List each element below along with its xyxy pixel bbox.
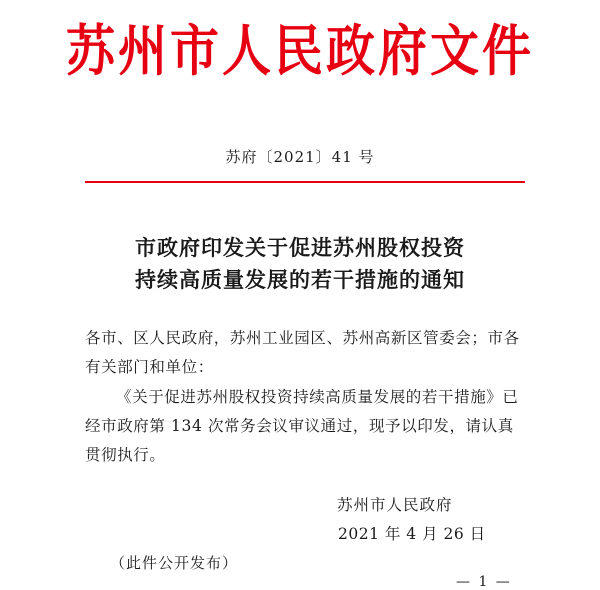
- signer: 苏州市人民政府: [337, 496, 453, 514]
- notice-title-line-2: 持续高质量发展的若干措施的通知: [135, 267, 465, 292]
- body-paragraph: 《关于促进苏州股权投资持续高质量发展的若干措施》已经市政府第 134 次常务会议审议通过，现予以印发，请认真贯彻执行。: [85, 388, 519, 464]
- notice-title: [0, 232, 600, 296]
- salutation: 各市、区人民政府，苏州工业园区、苏州高新区管委会；市各有关部门和单位：: [85, 329, 520, 376]
- page-number: — 1 —: [456, 574, 512, 590]
- publication-note: （此件公开发布）: [110, 554, 239, 572]
- masthead-title: 苏州市人民政府文件: [65, 18, 534, 84]
- document-number: 苏府〔2021〕41 号: [225, 148, 375, 166]
- red-divider-line: [85, 181, 525, 183]
- notice-title-line-1: 市政府印发关于促进苏州股权投资: [135, 235, 465, 260]
- issue-date: 2021 年 4 月 26 日: [338, 525, 486, 543]
